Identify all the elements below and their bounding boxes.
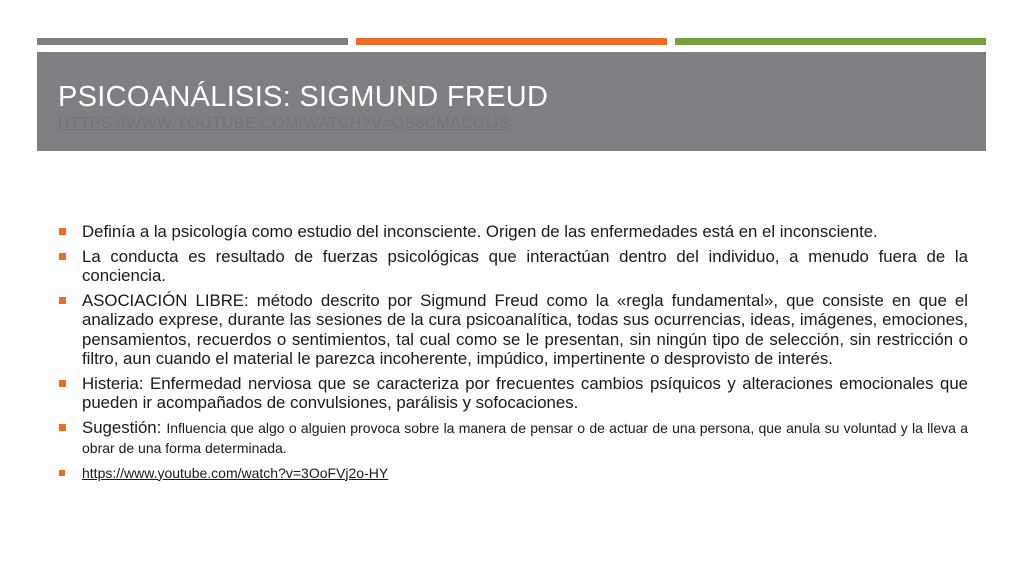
bullet-text: Histeria: Enfermedad nerviosa que se caracteriza por frecuentes cambios psíquicos y alteraciones emocionales que pueden ir acompañados de convulsiones, parálisis y sofocaciones. <box>82 373 968 412</box>
bullet-text: Influencia que algo o alguien provoca sobre la manera de pensar o de actuar de una persona, que anula su voluntad y la lleva a obrar de una forma determinada. <box>82 419 968 456</box>
bullet-item-sugestion <box>57 418 968 459</box>
bullet-text: ASOCIACIÓN LIBRE: método descrito por Sigmund Freud como la «regla fundamental», que consiste en que el analizado exprese, durante las sesiones de la cura psicoanalítica, todas sus ocurrencias, ideas, imágenes, emociones, pensamientos, recuerdos o sentimientos, tal cual como se le presentan, sin ningún tipo de selección, sin restricción o filtro, aun cuando el material le parezca incoherente, impúdico, impertinente o desprovisto de interés. <box>82 290 968 368</box>
accent-bar-orange <box>356 38 667 45</box>
slide-title: PSICOANÁLISIS: SIGMUND FREUD <box>58 81 549 113</box>
bullet-square-icon <box>59 424 66 431</box>
bullet-text: La conducta es resultado de fuerzas psicológicas que interactúan dentro del individuo, a menudo fuera de la conciencia. <box>82 246 968 285</box>
bullet-item-histeria <box>57 374 968 413</box>
bullet-item-asociacion-libre <box>57 291 968 369</box>
bullet-square-icon <box>59 297 66 304</box>
accent-bar-green <box>675 38 986 45</box>
bullet-item-video-link <box>57 464 968 482</box>
slide-content <box>57 222 968 487</box>
accent-bar-gray <box>37 38 348 45</box>
bullet-square-icon <box>59 380 66 387</box>
bullet-square-icon <box>59 253 66 260</box>
bullet-item-conducta <box>57 247 968 286</box>
footer-video-link[interactable]: https://www.youtube.com/watch?v=3OoFVj2o-HY <box>82 464 389 481</box>
bullet-square-icon <box>59 228 66 235</box>
bullet-list <box>57 222 968 482</box>
bullet-item-psicologia <box>57 222 968 242</box>
title-video-link[interactable]: HTTPS://WWW.YOUTUBE.COM/WATCH?V=QS8CMACGIJS <box>58 115 510 132</box>
bullet-square-icon <box>59 470 65 476</box>
bullet-text: Definía a la psicología como estudio del inconsciente. Origen de las enfermedades está en el inconsciente. <box>82 222 878 241</box>
bullet-lead: Sugestión: <box>82 417 167 437</box>
title-band <box>37 52 986 151</box>
